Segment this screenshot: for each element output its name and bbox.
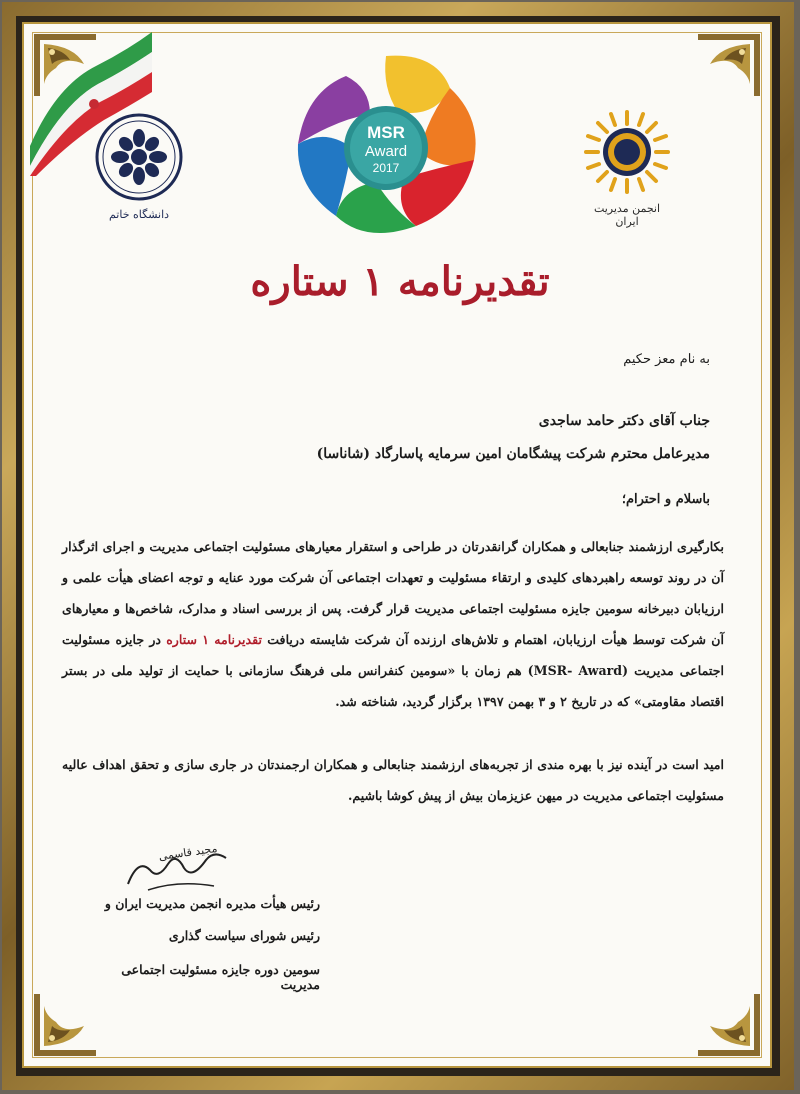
signatory-name: مجید قاسمی — [157, 841, 219, 864]
body-paragraph-2: امید است در آینده نیز با بهره مندی از تجربه‌های ارزشمند جنابعالی و همکاران ارجمندتان در جاری سازی و تحقق اهداف عالیه مسئولیت اجتماعی مدیریت در میهن عزیزمان بیش از پیش کوشا باشیم. — [62, 757, 724, 803]
paragraph1-highlight: تقدیرنامه ۱ ستاره — [166, 632, 262, 647]
body-paragraph-1 — [62, 531, 724, 717]
corner-ornament-icon — [698, 994, 760, 1056]
iran-management-association-logo — [582, 108, 672, 228]
university-seal-icon — [94, 112, 184, 202]
corner-ornament-icon — [698, 34, 760, 96]
khatam-university-logo — [94, 112, 184, 221]
paragraph1-part1: بکارگیری ارزشمند جنابعالی و همکاران گرانقدرتان در طراحی و استقرار معیارهای مسئولیت اجتماعی مدیریت و اجرای اثرگذار آن در روند توسعه راهبردهای کلیدی و ارتقاء مسئولیت و تعهدات اجتماعی آن شرکت مورد عنایه و توجه اعضای هیأت علمی و ارزیابان دبیرخانه سومین جایزه مسئولیت اجتماعی مدیریت قرار گرفت. پس از بررسی اسناد و مدارک، شاخص‌ها و معیارهای آن شرکت توسط هیأت ارزیابان، اهتمام و تلاش‌های ارزنده آن شرکت شایسته دریافت — [62, 539, 724, 647]
signatory-role-3: سومین دوره جایزه مسئولیت اجتماعی مدیریت — [121, 962, 320, 992]
recipient-name: جناب آقای دکتر حامد ساجدی — [538, 413, 710, 429]
association-caption: انجمن مدیریت ایران — [593, 202, 661, 228]
corner-ornament-icon — [34, 994, 96, 1056]
recipient-position: مدیرعامل محترم شرکت پیشگامان امین سرمایه پاسارگاد (شاناسا) — [316, 446, 710, 462]
award-line3: 2017 — [372, 161, 400, 175]
award-line1: MSR — [367, 123, 405, 142]
greeting-text: باسلام و احترام؛ — [621, 492, 710, 507]
award-line2: Award — [364, 143, 408, 160]
msr-award-logo — [286, 48, 486, 248]
invocation-text: به نام معز حکیم — [623, 352, 710, 367]
certificate-title: تقدیرنامه ۱ ستاره — [250, 258, 550, 305]
ima-sunburst-icon — [582, 108, 672, 196]
university-caption: دانشگاه خاتم — [108, 208, 170, 221]
paragraph1-part2: در جایزه مسئولیت اجتماعی مدیریت (MSR- Award) هم زمان با «سومین کنفرانس ملی فرهنگ سازمانی با حمایت از تولید ملی در بستر اقتصاد مقاومتی» که در تاریخ ۲ و ۳ بهمن ۱۳۹۷ برگزار گردید، شناخته شد. — [62, 632, 725, 709]
signatory-role-2: رئیس شورای سیاست گذاری — [168, 928, 320, 943]
signatory-role-1: رئیس هیأت مدیره انجمن مدیریت ایران و — [104, 896, 320, 911]
